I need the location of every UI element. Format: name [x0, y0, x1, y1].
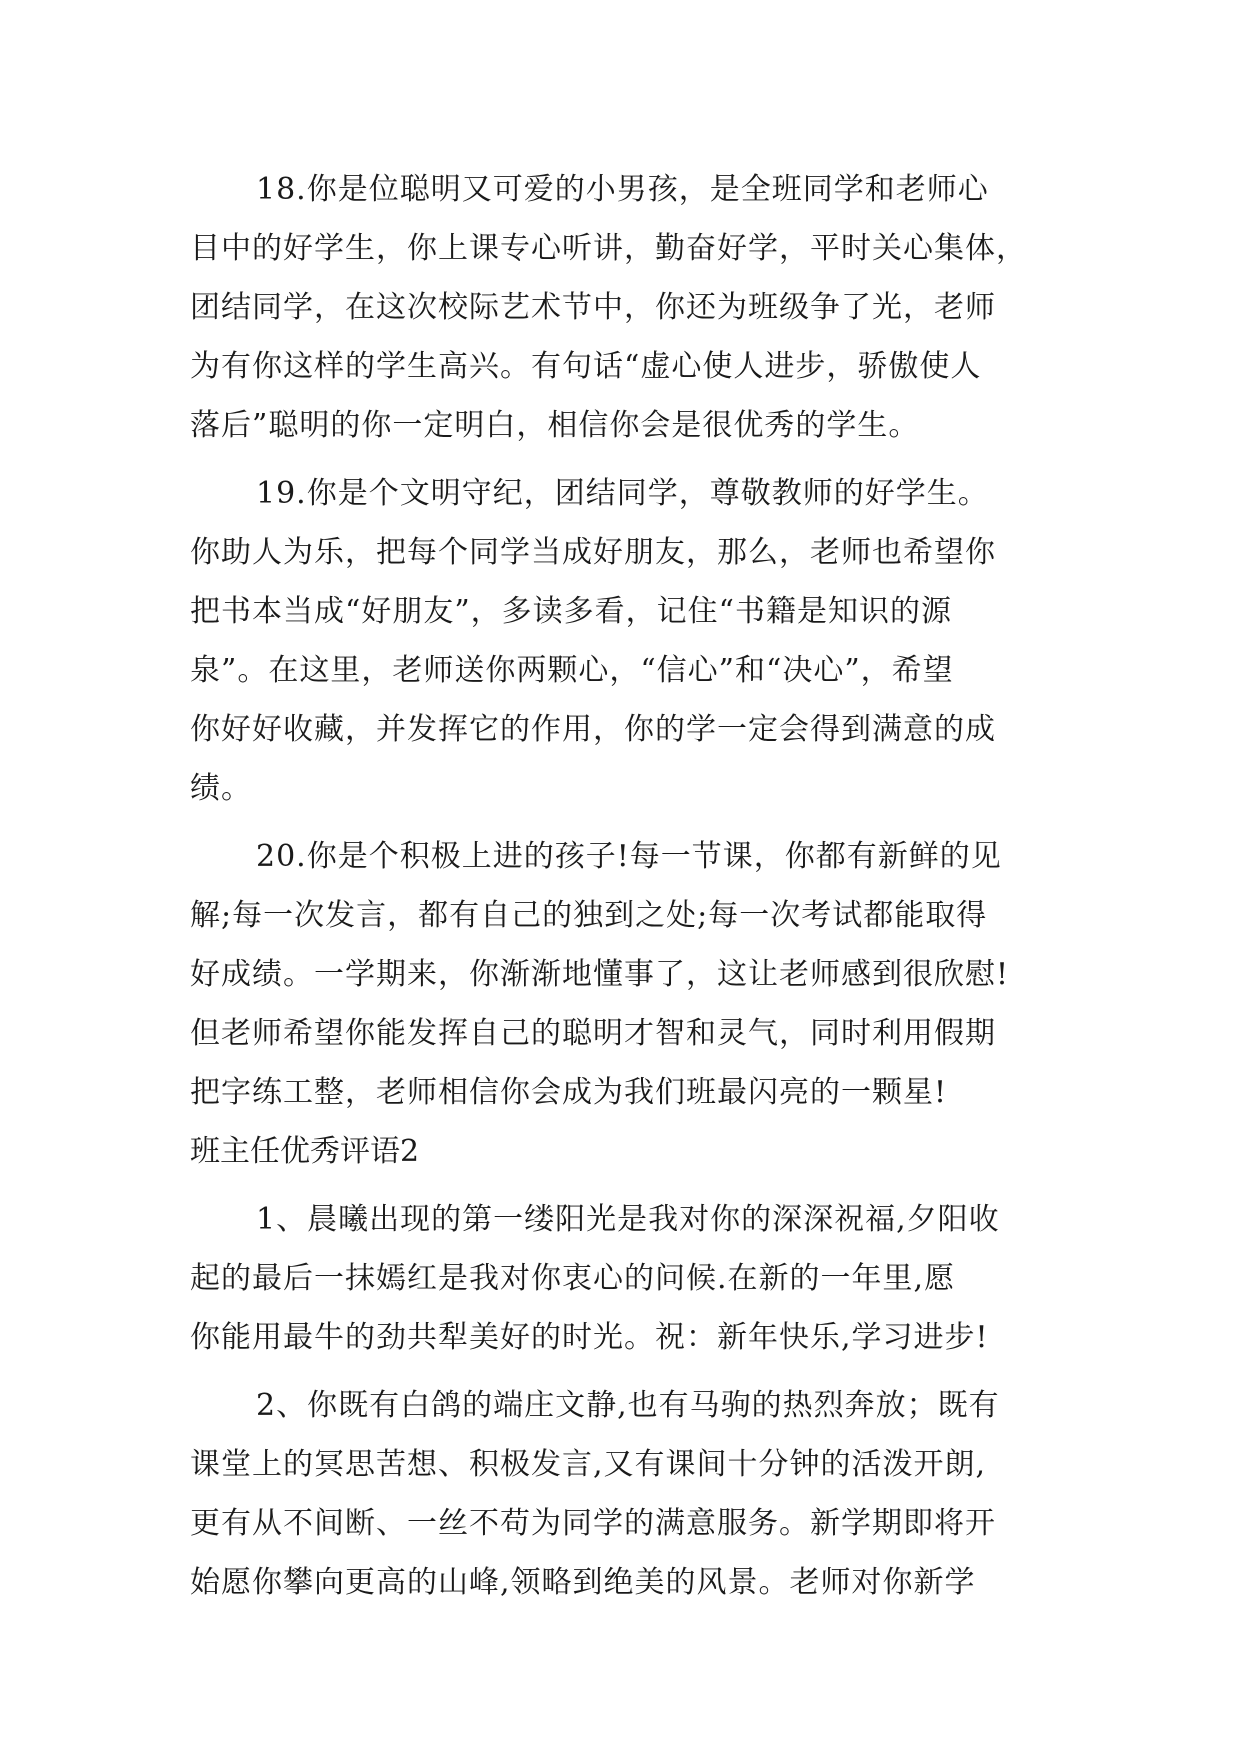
text-line: 始愿你攀向更高的山峰,领略到绝美的风景。老师对你新学: [190, 1565, 976, 1600]
text-line: 20.你是个积极上进的孩子!每一节课，你都有新鲜的见: [256, 839, 1002, 874]
text-line: 你好好收藏，并发挥它的作用，你的学一定会得到满意的成: [190, 712, 996, 747]
text-line: 好成绩。一学期来，你渐渐地懂事了，这让老师感到很欣慰!: [190, 957, 1010, 992]
text-line: 目中的好学生，你上课专心听讲，勤奋好学，平时关心集体，: [190, 231, 1027, 266]
text-line: 1、晨曦出现的第一缕阳光是我对你的深深祝福,夕阳收: [256, 1202, 1000, 1237]
text-line: 18.你是位聪明又可爱的小男孩，是全班同学和老师心: [256, 172, 989, 207]
document-page: [190, 160, 1055, 1612]
text-line: 为有你这样的学生高兴。有句话“虚心使人进步，骄傲使人: [190, 349, 982, 384]
text-line: 但老师希望你能发挥自己的聪明才智和灵气，同时利用假期: [190, 1016, 996, 1051]
text-line: 你助人为乐，把每个同学当成好朋友，那么，老师也希望你: [190, 535, 996, 570]
paragraph-1: [190, 1190, 1055, 1367]
text-line: 起的最后一抹嫣红是我对你衷心的问候.在新的一年里,愿: [190, 1261, 956, 1296]
text-line: 团结同学，在这次校际艺术节中，你还为班级争了光，老师: [190, 290, 996, 325]
text-line: 你能用最牛的劲共犁美好的时光。祝：新年快乐,学习进步!: [190, 1320, 989, 1355]
text-line: 2、你既有白鸽的端庄文静,也有马驹的热烈奔放；既有: [256, 1388, 1000, 1423]
paragraph-19: [190, 464, 1055, 818]
text-line: 把字练工整，老师相信你会成为我们班最闪亮的一颗星!: [190, 1075, 948, 1110]
text-line: 落后”聪明的你一定明白，相信你会是很优秀的学生。: [190, 408, 920, 443]
text-line: 19.你是个文明守纪，团结同学，尊敬教师的好学生。: [256, 476, 989, 511]
text-line: 更有从不间断、一丝不苟为同学的满意服务。新学期即将开: [190, 1506, 996, 1541]
paragraph-2: [190, 1376, 1055, 1612]
section-heading: 班主任优秀评语2: [190, 1134, 420, 1169]
paragraph-20: [190, 827, 1055, 1122]
text-line: 解;每一次发言，都有自己的独到之处;每一次考试都能取得: [190, 898, 988, 933]
text-line: 泉”。在这里，老师送你两颗心，“信心”和“决心”，希望: [190, 653, 954, 688]
text-line: 把书本当成“好朋友”，多读多看，记住“书籍是知识的源: [190, 594, 953, 629]
paragraph-18: [190, 160, 1055, 455]
text-line: 绩。: [190, 771, 252, 806]
text-line: 课堂上的冥思苦想、积极发言,又有课间十分钟的活泼开朗,: [190, 1447, 987, 1482]
